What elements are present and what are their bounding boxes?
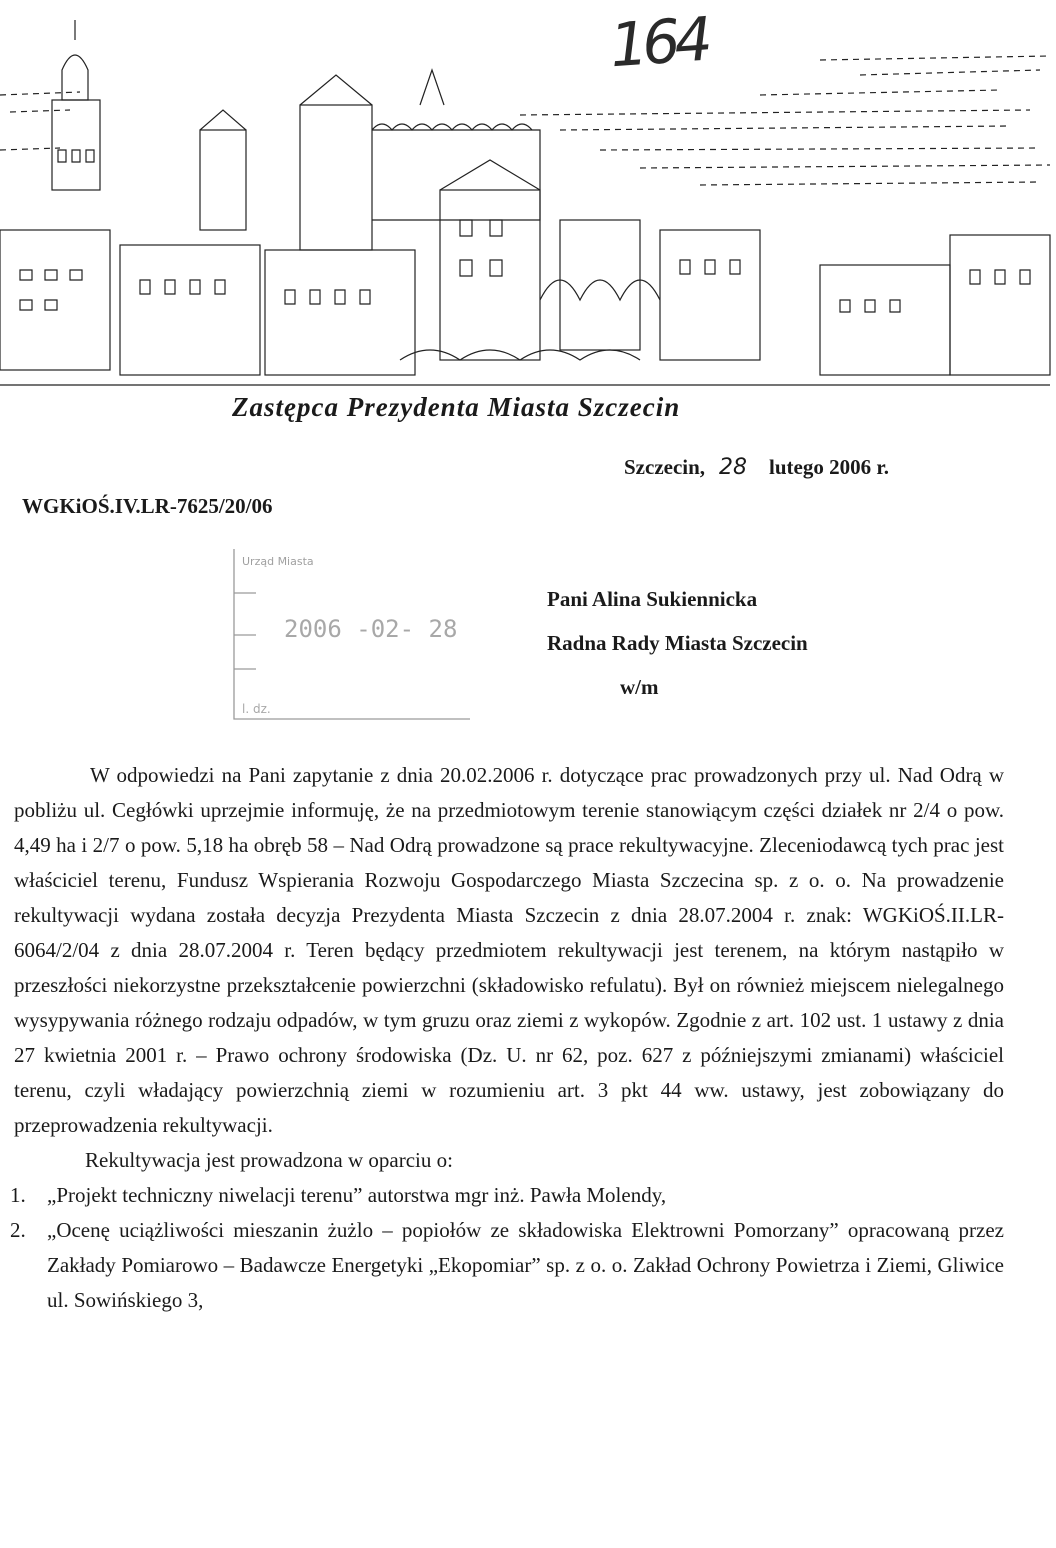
basis-list	[10, 1178, 1004, 1318]
list-item-text: „Projekt techniczny niwelacji terenu” autorstwa mgr inż. Pawła Molendy,	[47, 1183, 667, 1207]
list-item-text: „Ocenę uciążliwości mieszanin żużlo – popiołów ze składowiska Elektrowni Pomorzany” opracowaną przez Zakłady Pomiarowo – Badawcze Energetyki „Ekopomiar” sp. z o. o. Zakład Ochrony Powietrza i Ziemi, Gliwice ul. Sowińskiego 3,	[47, 1218, 1004, 1312]
date-line	[624, 455, 889, 480]
header-cityscape-illustration	[0, 0, 1056, 400]
stamp-office-text: Urząd Miasta	[242, 555, 314, 568]
recipient-name: Pani Alina Sukiennicka	[547, 587, 758, 611]
list-item-number: 1.	[10, 1183, 26, 1207]
registration-stamp	[228, 545, 478, 723]
list-item	[10, 1213, 1004, 1318]
list-item	[10, 1178, 1004, 1213]
list-item-number: 2.	[10, 1218, 26, 1242]
date-city: Szczecin,	[624, 455, 706, 479]
date-day-handwritten: 28	[719, 455, 748, 480]
recipient-location: w/m	[620, 675, 659, 699]
stamp-entry-text: l. dz.	[242, 702, 271, 716]
body-paragraph-2: Rekultywacja jest prowadzona w oparciu o:	[85, 1148, 453, 1172]
letterhead-title: Zastępca Prezydenta Miasta Szczecin	[232, 392, 681, 422]
body-paragraph-1: W odpowiedzi na Pani zapytanie z dnia 20.02.2006 r. dotyczące prac prowadzonych przy ul. Nad Odrą w pobliżu ul. Cegłówki uprzejmie informuję, że na przedmiotowym terenie stanowiącym części działek nr 2/4 o pow. 4,49 ha i 2/7 o pow. 5,18 ha obręb 58 – Nad Odrą prowadzone są prace rekultywacyjne. Zleceniodawcą tych prac jest właściciel terenu, Fundusz Wspierania Rozwoju Gospodarczego Miasta Szczecina sp. z o. o. Na prowadzenie rekultywacji wydana została decyzja Prezydenta Miasta Szczecin z dnia 28.07.2004 r. znak: WGKiOŚ.II.LR-6064/2/04 z dnia 28.07.2004 r. Teren będący przedmiotem rekultywacji jest terenem, na którym nastąpiło w przeszłości niekorzystne przekształcenie powierzchni (składowisko refulatu). Był on również miejscem nielegalnego wysypywania różnego rodzaju odpadów, w tym gruzu oraz ziemi z wykopów. Zgodnie z art. 102 ust. 1 ustawy z dnia 27 kwietnia 2001 r. – Prawo ochrony środowiska (Dz. U. nr 62, poz. 627 z późniejszymi zmianami) właściciel terenu, czyli władający powierzchnią ziemi w rozumieniu art. 3 pkt 44 ww. ustawy, jest zobowiązany do przeprowadzenia rekultywacji.	[14, 763, 1004, 1137]
stamp-date: 2006 -02- 28	[284, 615, 458, 643]
recipient-role: Radna Rady Miasta Szczecin	[547, 631, 808, 655]
letter-body	[10, 758, 1004, 1318]
date-month-year: lutego 2006 r.	[769, 455, 890, 479]
reference-number: WGKiOŚ.IV.LR-7625/20/06	[22, 494, 273, 518]
handwritten-page-number: 164	[607, 4, 709, 82]
